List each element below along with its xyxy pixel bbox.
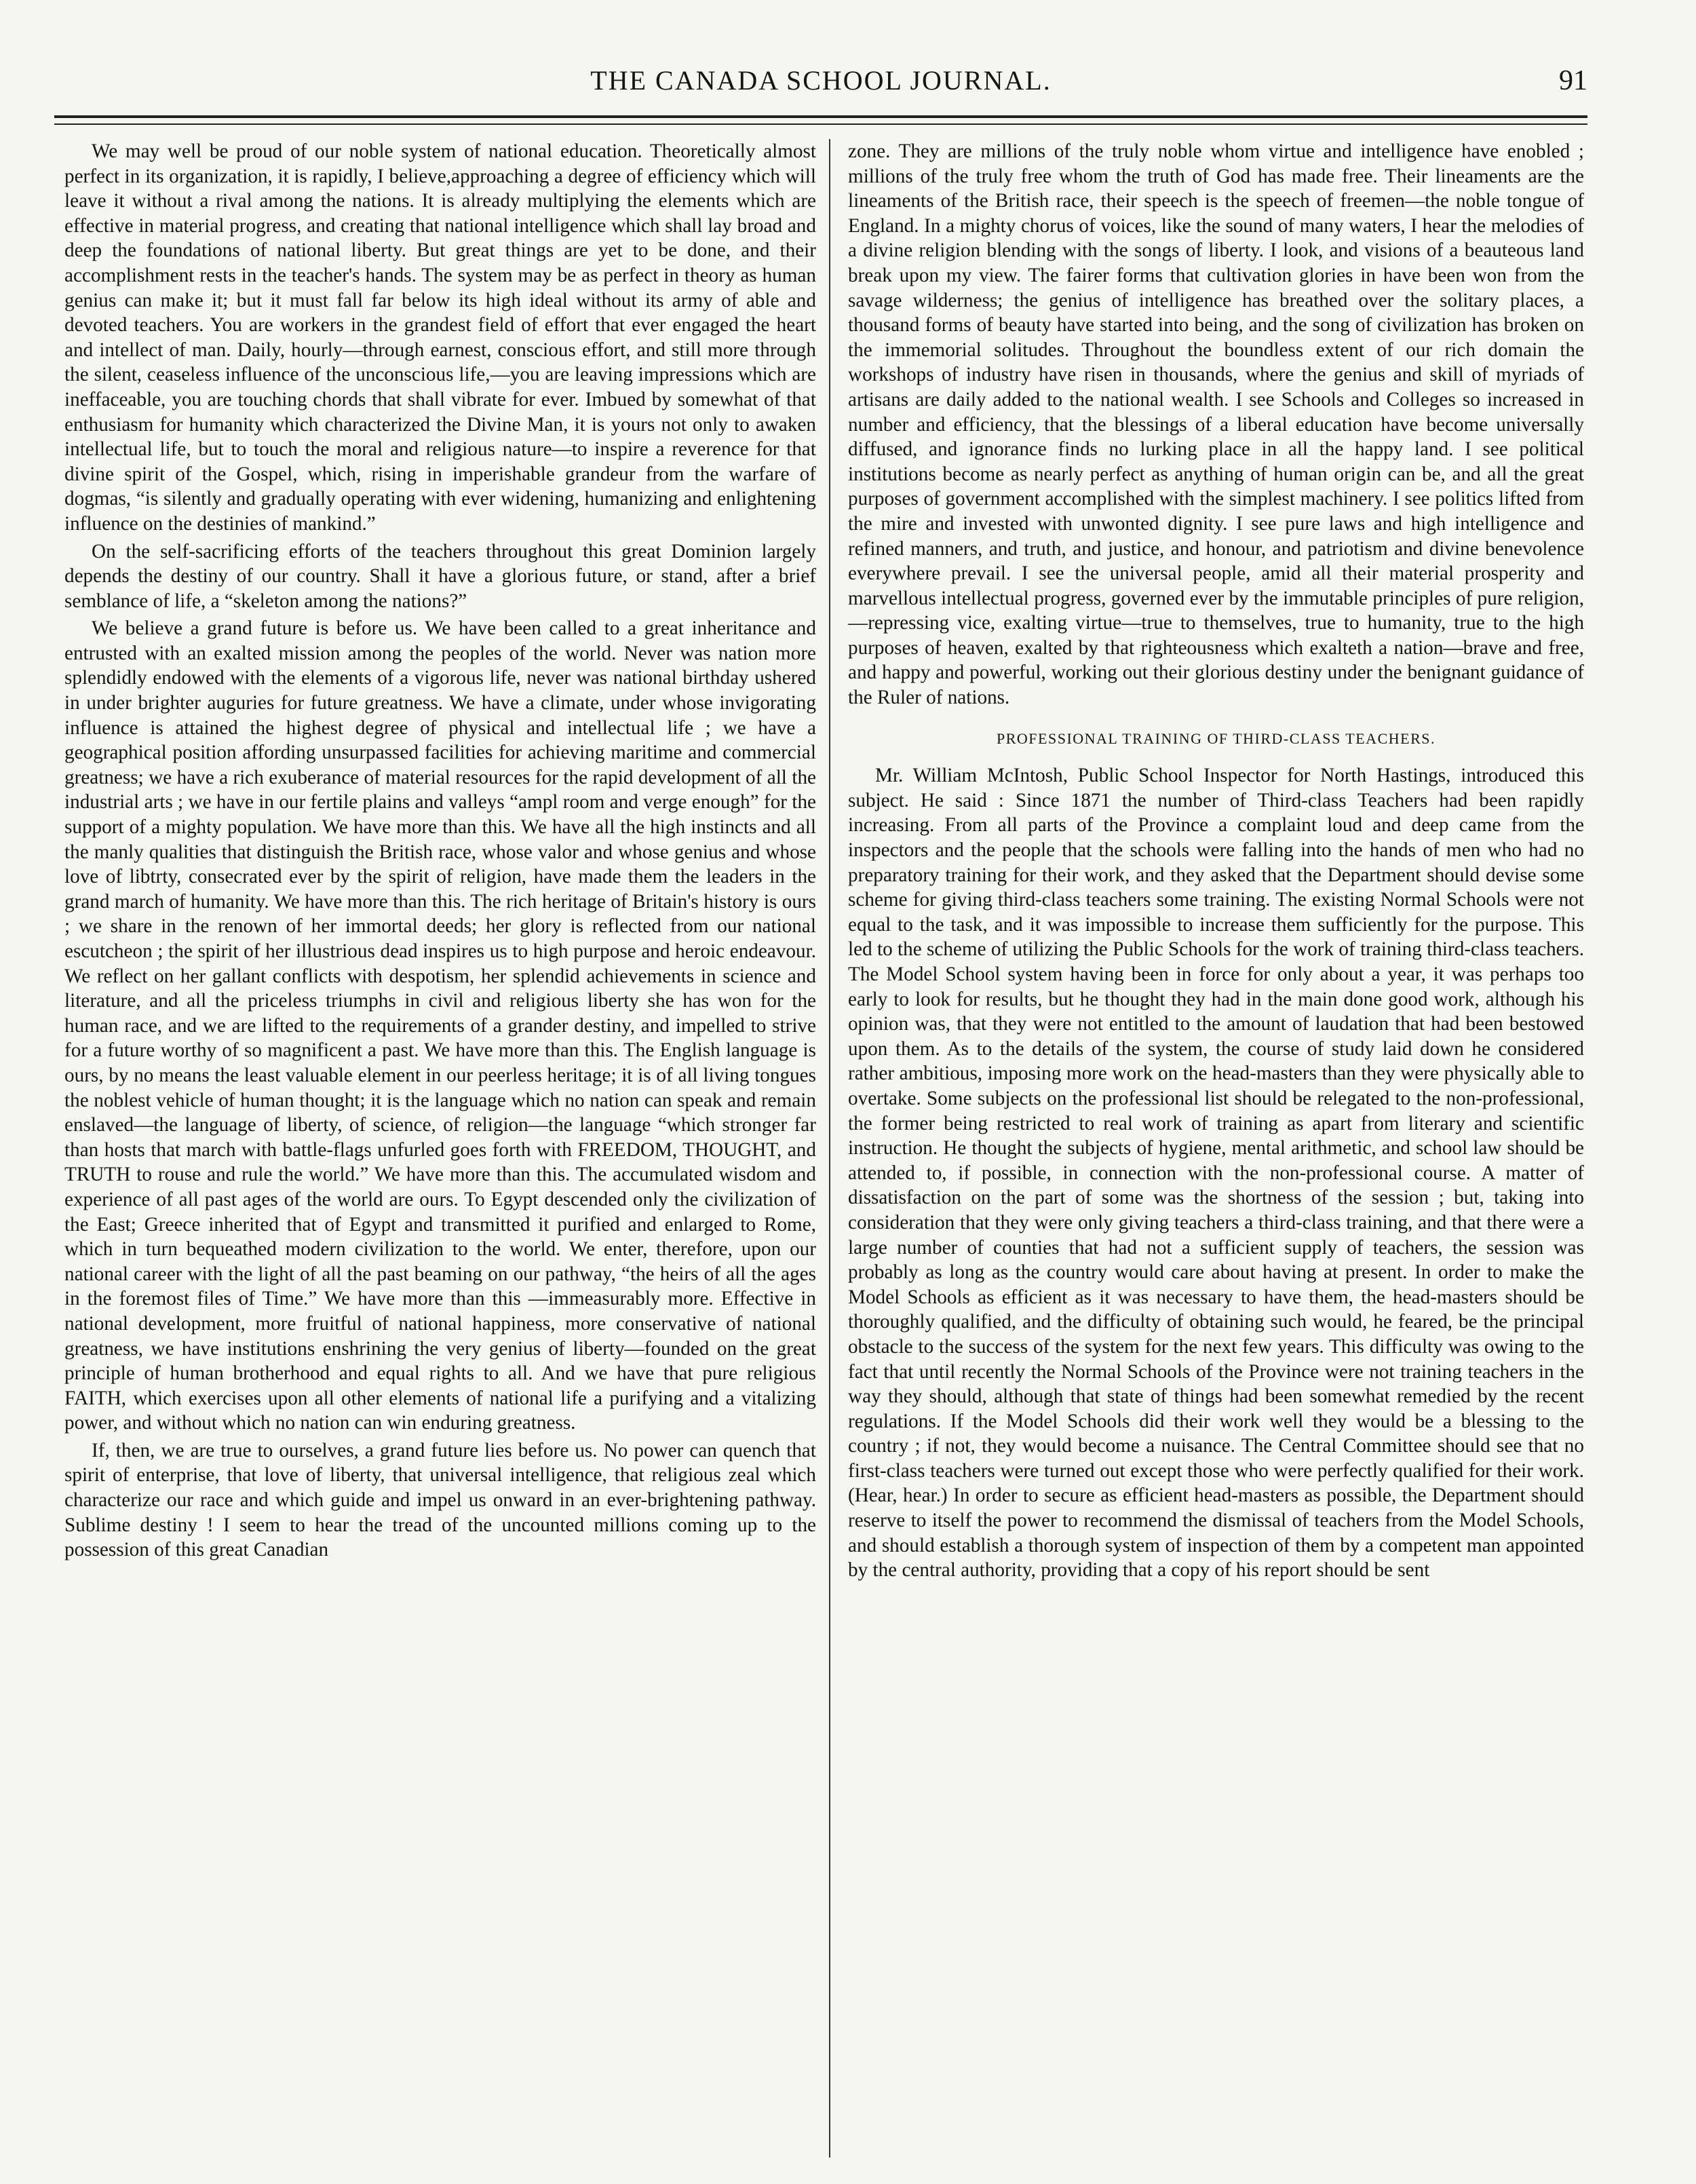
right-column bbox=[848, 139, 1584, 2161]
page-number: 91 bbox=[1559, 65, 1587, 96]
paragraph: Mr. William McIntosh, Public School Inspector for North Hastings, introduced this subject. He said : Since 1871 the number of Third-class Teachers had been rapidly increasing. From all parts of the Province a complaint loud and deep came from the inspectors and the people that the schools were falling into the hands of men who had no preparatory training for their work, and they asked that the Department should devise some scheme for giving third-class teachers some training. The existing Normal Schools were not equal to the task, and it was impossible to increase them sufficiently for the purpose. This led to the scheme of utilizing the Public Schools for the work of training third-class teachers. The Model School system having been in force for only about a year, it was perhaps too early to look for results, but he thought they had in the main done good work, although his opinion was, that they were not entitled to the amount of laudation that had been bestowed upon them. As to the details of the system, the course of study laid down he considered rather ambitious, imposing more work on the head-masters than they were physically able to overtake. Some subjects on the professional list should be relegated to the non-professional, the former being restricted to real work of training as apart from literary and scientific instruction. He thought the subjects of hygiene, mental arithmetic, and school law should be attended to, if possible, in connection with the non-professional course. A matter of dissatisfaction on the part of some was the shortness of the session ; but, taking into consideration that they were only giving teachers a third-class training, and that there were a large number of counties that had not a sufficient supply of teachers, the session was probably as long as the country would care about having at present. In order to make the Model Schools as efficient as it was necessary to have them, the head-masters should be thoroughly qualified, and the difficulty of obtaining such would, he feared, be the principal obstacle to the success of the system for the next few years. This difficulty was owing to the fact that until recently the Normal Schools of the Province were not training teachers in the way they should, although that state of things had been somewhat remedied by the recent regulations. If the Model Schools did their work well they would be a blessing to the country ; if not, they would become a nuisance. The Central Committee should see that no first-class teachers were turned out except those who were perfectly qualified for their work. (Hear, hear.) In order to secure as efficient head-masters as possible, the Department should reserve to itself the power to recommend the dismissal of teachers from the Model Schools, and should establish a thorough system of inspection of them by a competent man appointed by the central authority, providing that a copy of his report should be sent bbox=[848, 765, 1584, 1582]
paragraph: We may well be proud of our noble system of national education. Theoretically almost perfect in its organization, it is rapidly, I believe,approaching a degree of efficiency which will leave it without a rival among the nations. It is already multiplying the elements which are effective in material progress, and creating that national intelligence which shall lay broad and deep the foundations of national liberty. But great things are yet to be done, and their accomplishment rests in the teacher's hands. The system may be as perfect in theory as human genius can make it; but it must fall far below its high ideal without its army of able and devoted teachers. You are workers in the grandest field of effort that ever engaged the heart and intellect of man. Daily, hourly—through earnest, conscious effort, and still more through the silent, ceaseless influence of the unconscious life,—you are leaving impressions which are ineffaceable, you are touching chords that shall vibrate for ever. Imbued by somewhat of that enthusiasm for humanity which characterized the Divine Man, it is yours not only to awaken intellectual life, but to touch the moral and religious nature—to inspire a reverence for that divine spirit of the Gospel, which, rising in imperishable grandeur from the warfare of dogmas, “is silently and gradually operating with ever widening, humanizing and enlightening influence on the destinies of mankind.” bbox=[64, 140, 816, 535]
column-divider bbox=[829, 139, 830, 2158]
paragraph: We believe a grand future is before us. We have been called to a great inheritance and entrusted with an exalted mission among the peoples of the world. Never was nation more splendidly endowed with the elements of a vigorous life, never was national birthday ushered in under brighter auguries for future greatness. We have a climate, under whose invigorating influence is attained the highest degree of physical and intellectual life ; we have a geographical position affording unsurpassed facilities for achieving maritime and commercial greatness; we have a rich exuberance of material resources for the rapid development of all the industrial arts ; we have in our fertile plains and valleys “ampl room and verge enough” for the support of a mighty population. We have more than this. We have all the high instincts and all the manly qualities that distinguish the British race, whose valor and whose genius and whose love of libtrty, consecrated ever by the spirit of religion, have made them the leaders in the grand march of humanity. We have more than this. The rich heritage of Britain's history is ours ; we share in the renown of her immortal deeds; her glory is reflected from our national escutcheon ; the spirit of her illustrious dead inspires us to high purpose and heroic endeavour. We reflect on her gallant conflicts with despotism, her splendid achievements in science and literature, and all the priceless triumphs in civil and religious liberty she has won for the human race, and we are lifted to the requirements of a grander destiny, and impelled to strive for a future worthy of so magnificent a past. We have more than this. The English language is ours, by no means the least valuable element in our peerless heritage; it is of all living tongues the noblest vehicle of human thought; it is the language which no nation can speak and remain enslaved—the language of liberty, of science, of religion—the language “which stronger far than hosts that march with battle-flags unfurled goes forth with FREEDOM, THOUGHT, and TRUTH to rouse and rule the world.” We have more than this. The accumulated wisdom and experience of all past ages of the world are ours. To Egypt descended only the civilization of the East; Greece inherited that of Egypt and transmitted it purified and enlarged to Rome, which in turn bequeathed modern civilization to the world. We enter, therefore, upon our national career with the light of all the past beaming on our pathway, “the heirs of all the ages in the foremost files of Time.” We have more than this —immeasurably more. Effective in national development, more fruitful of national happiness, more conservative of national greatness, we have institutions enshrining the very genius of liberty—founded on the great principle of human brotherhood and equal rights to all. And we have that pure religious FAITH, which exercises upon all other elements of national life a purifying and a vitalizing power, and without which no nation can win enduring greatness. bbox=[64, 617, 816, 1434]
section-heading: PROFESSIONAL TRAINING OF THIRD-CLASS TEACHERS. bbox=[997, 729, 1435, 747]
running-title: THE CANADA SCHOOL JOURNAL. bbox=[590, 65, 1052, 96]
paragraph: If, then, we are true to ourselves, a grand future lies before us. No power can quench that spirit of enterprise, that love of liberty, that universal intelligence, that religious zeal which characterize our race and which guide and impel us onward in an ever-brightening pathway. Sublime destiny ! I seem to hear the tread of the uncounted millions coming up to the possession of this great Canadian bbox=[64, 1439, 816, 1561]
paragraph-continuation: zone. They are millions of the truly noble whom virtue and intelligence have enobled ; millions of the truly free whom the truth of God has made free. Their lineaments are the lineaments of the British race, their speech is the speech of freemen—the noble tongue of England. In a mighty chorus of voices, like the sound of many waters, I hear the melodies of a divine religion blending with the songs of liberty. I look, and visions of a beauteous land break upon my view. The fairer forms that cultivation glories in have been won from the savage wilderness; the genius of intelligence has breathed over the solitary places, a thousand forms of beauty have started into being, and the song of civilization has broken on the immemorial solitudes. Throughout the boundless extent of our rich domain the workshops of industry have risen in thousands, where the genius and skill of myriads of artisans are daily added to the national wealth. I see Schools and Colleges so increased in number and efficiency, that the blessings of a liberal education have become universally diffused, and ignorance finds no lurking place in all the happy land. I see political institutions become as nearly perfect as anything of human origin can be, and all the great purposes of government accomplished with the simplest machinery. I see politics lifted from the mire and invested with unwonted dignity. I see pure laws and high intelligence and refined manners, and truth, and justice, and honour, and patriotism and divine benevolence everywhere prevail. I see the universal people, amid all their material prosperity and marvellous intellectual progress, governed ever by the immutable principles of pure religion,—repressing vice, exalting virtue—true to themselves, true to humanity, true to the high purposes of heaven, exalted by that righteousness which exalteth a nation—brave and free, and happy and powerful, working out their glorious destiny under the benignant guidance of the Ruler of nations. bbox=[848, 140, 1584, 709]
header-rule-thin bbox=[54, 123, 1587, 125]
paragraph: On the self-sacrificing efforts of the teachers throughout this great Dominion largely depends the destiny of our country. Shall it have a glorious future, or stand, after a brief semblance of life, a “skeleton among the nations?” bbox=[64, 540, 816, 612]
page-header bbox=[54, 64, 1587, 105]
header-rule-thick bbox=[54, 115, 1587, 118]
left-column bbox=[64, 139, 816, 2161]
